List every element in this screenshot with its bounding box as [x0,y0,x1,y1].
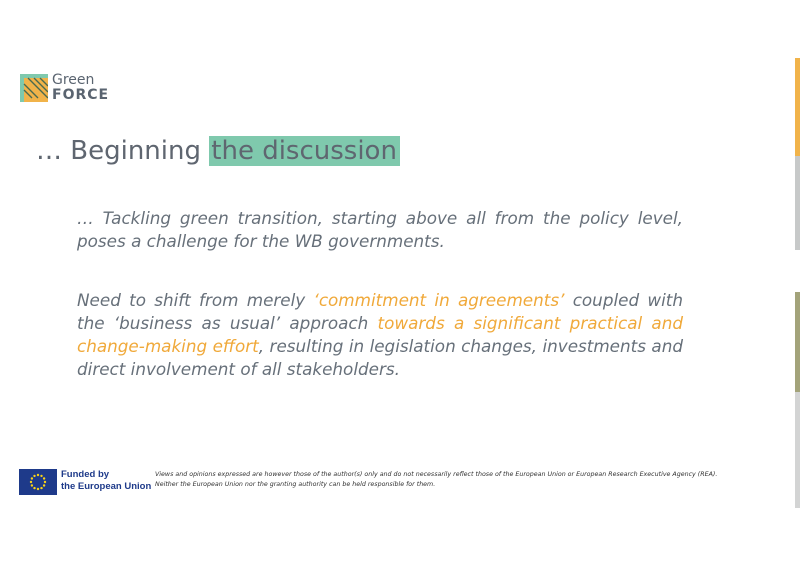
accent-bar-orange [795,58,800,156]
accent-bar-olive [795,292,800,392]
p2-text-1: Need to shift from merely [77,290,314,310]
slide-title [36,134,400,168]
greenforce-logo-icon [20,74,48,102]
p2-emphasis-2: towards a significant practical and change-making effort [77,313,683,356]
disclaimer-text: Views and opinions expressed are however those of the author(s) only and do not necessarily reflect those of the European Union or European Research Executive Agency (REA). Neither the European Union nor the granting authority can be held responsible for them. [155,471,718,488]
title-prefix: … Beginning [36,136,210,166]
funded-by-line2: the European Union [61,481,152,492]
paragraph-1: … Tackling green transition, starting above all from the policy level, poses a challenge for the WB governments. [77,208,683,251]
eu-flag-icon [19,469,57,495]
accent-bar-grey [795,156,800,250]
title-highlight: the discussion [209,136,400,166]
p2-emphasis-1: ‘commitment in agreements’ [313,290,565,310]
logo-text-green: Green [52,72,95,88]
funded-by-eu-label [61,469,151,493]
accent-bar-light-grey [795,392,800,508]
paragraph-2 [77,289,683,381]
funded-by-line1: Funded by [61,469,110,480]
logo-text-force: FORCE [52,87,110,103]
p2-text-2: coupled with the ‘business as usual’ approach [77,290,683,333]
p2-text-3: , resulting in legislation changes, investments and direct involvement of all stakeholders. [77,336,683,379]
greenforce-logo [20,72,130,108]
